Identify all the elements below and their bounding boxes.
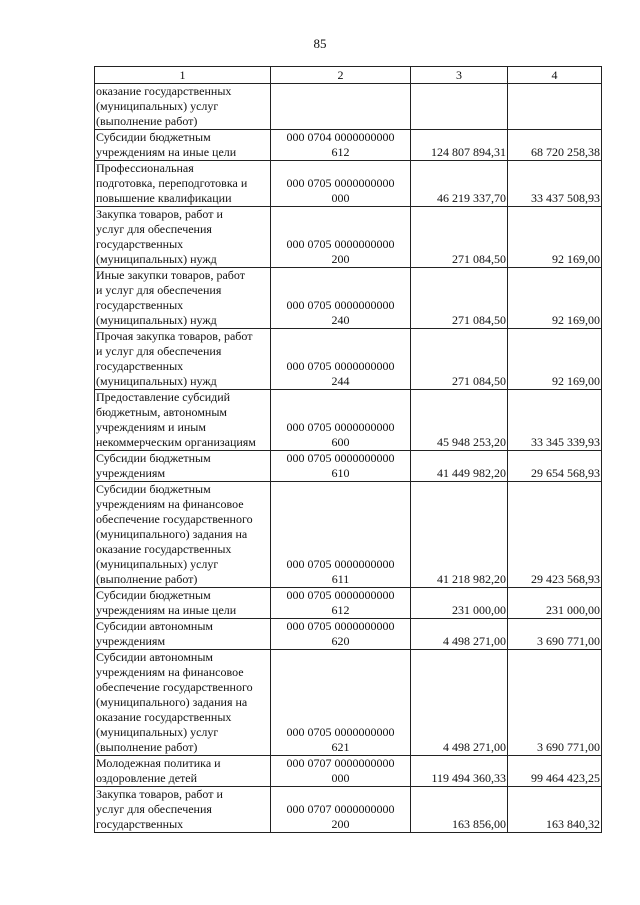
row-sum-fact-cell: 163 840,32: [508, 787, 602, 833]
row-sum-plan-cell: 124 807 894,31: [411, 130, 508, 161]
row-name-cell: Субсидии бюджетным учреждениям: [95, 451, 271, 482]
row-sum-fact-cell: 68 720 258,38: [508, 130, 602, 161]
table-row: [95, 207, 602, 268]
row-code-cell: [271, 84, 411, 130]
page-number: 85: [313, 36, 327, 51]
row-sum-fact-cell: 92 169,00: [508, 207, 602, 268]
column-header: 4: [508, 67, 602, 84]
row-name-cell: Субсидии бюджетным учреждениям на иные цели: [95, 130, 271, 161]
row-sum-plan-cell: [411, 84, 508, 130]
row-code-cell: 000 0705 0000000000 244: [271, 329, 411, 390]
row-name-cell: Субсидии автономным учреждениям: [95, 619, 271, 650]
table-row: [95, 650, 602, 756]
row-sum-plan-cell: 46 219 337,70: [411, 161, 508, 207]
row-sum-fact-cell: 33 345 339,93: [508, 390, 602, 451]
row-name-cell: Субсидии бюджетным учреждениям на иные цели: [95, 588, 271, 619]
row-sum-fact-cell: 29 654 568,93: [508, 451, 602, 482]
row-code-cell: 000 0705 0000000000 240: [271, 268, 411, 329]
row-sum-plan-cell: 119 494 360,33: [411, 756, 508, 787]
row-name-cell: Закупка товаров, работ и услуг для обеспечения государственных (муниципальных) нужд: [95, 207, 271, 268]
row-code-cell: 000 0707 0000000000 200: [271, 787, 411, 833]
row-name-cell: Закупка товаров, работ и услуг для обеспечения государственных: [95, 787, 271, 833]
table-row: [95, 329, 602, 390]
table-row: [95, 451, 602, 482]
table-row: [95, 787, 602, 833]
row-code-cell: 000 0705 0000000000 610: [271, 451, 411, 482]
row-code-cell: 000 0705 0000000000 000: [271, 161, 411, 207]
table-row: [95, 588, 602, 619]
row-sum-plan-cell: 4 498 271,00: [411, 619, 508, 650]
row-sum-fact-cell: 3 690 771,00: [508, 619, 602, 650]
table-row: [95, 268, 602, 329]
row-sum-plan-cell: 271 084,50: [411, 268, 508, 329]
row-sum-plan-cell: 4 498 271,00: [411, 650, 508, 756]
row-code-cell: 000 0704 0000000000 612: [271, 130, 411, 161]
row-sum-plan-cell: 163 856,00: [411, 787, 508, 833]
row-name-cell: Прочая закупка товаров, работ и услуг для обеспечения государственных (муниципальных) нужд: [95, 329, 271, 390]
row-sum-plan-cell: 231 000,00: [411, 588, 508, 619]
row-sum-plan-cell: 41 449 982,20: [411, 451, 508, 482]
row-sum-fact-cell: 99 464 423,25: [508, 756, 602, 787]
column-header: 1: [95, 67, 271, 84]
row-code-cell: 000 0705 0000000000 620: [271, 619, 411, 650]
row-name-cell: Субсидии бюджетным учреждениям на финансовое обеспечение государственного (муниципального) задания на оказание государственных (муниципальных) услуг (выполнение работ): [95, 482, 271, 588]
row-sum-plan-cell: 271 084,50: [411, 207, 508, 268]
row-sum-fact-cell: 231 000,00: [508, 588, 602, 619]
row-sum-fact-cell: [508, 84, 602, 130]
row-sum-fact-cell: 92 169,00: [508, 329, 602, 390]
table-row: [95, 756, 602, 787]
table-row: [95, 482, 602, 588]
row-code-cell: 000 0705 0000000000 600: [271, 390, 411, 451]
row-sum-fact-cell: 92 169,00: [508, 268, 602, 329]
row-name-cell: Иные закупки товаров, работ и услуг для обеспечения государственных (муниципальных) нужд: [95, 268, 271, 329]
table-header-row: [95, 67, 602, 84]
row-sum-fact-cell: 3 690 771,00: [508, 650, 602, 756]
row-sum-plan-cell: 45 948 253,20: [411, 390, 508, 451]
row-code-cell: 000 0705 0000000000 612: [271, 588, 411, 619]
row-code-cell: 000 0705 0000000000 200: [271, 207, 411, 268]
row-name-cell: Профессиональная подготовка, переподготовка и повышение квалификации: [95, 161, 271, 207]
row-name-cell: Субсидии автономным учреждениям на финансовое обеспечение государственного (муниципального) задания на оказание государственных (муниципальных) услуг (выполнение работ): [95, 650, 271, 756]
budget-table: [94, 66, 602, 833]
row-sum-plan-cell: 271 084,50: [411, 329, 508, 390]
table-row: [95, 619, 602, 650]
table-row: [95, 130, 602, 161]
row-sum-fact-cell: 33 437 508,93: [508, 161, 602, 207]
column-header: 3: [411, 67, 508, 84]
table-row: [95, 161, 602, 207]
row-code-cell: 000 0707 0000000000 000: [271, 756, 411, 787]
row-name-cell: Молодежная политика и оздоровление детей: [95, 756, 271, 787]
row-sum-fact-cell: 29 423 568,93: [508, 482, 602, 588]
table-row: [95, 390, 602, 451]
row-name-cell: Предоставление субсидий бюджетным, автономным учреждениям и иным некоммерческим организациям: [95, 390, 271, 451]
row-name-cell: оказание государственных (муниципальных) услуг (выполнение работ): [95, 84, 271, 130]
column-header: 2: [271, 67, 411, 84]
row-code-cell: 000 0705 0000000000 611: [271, 482, 411, 588]
table-row: [95, 84, 602, 130]
row-code-cell: 000 0705 0000000000 621: [271, 650, 411, 756]
row-sum-plan-cell: 41 218 982,20: [411, 482, 508, 588]
